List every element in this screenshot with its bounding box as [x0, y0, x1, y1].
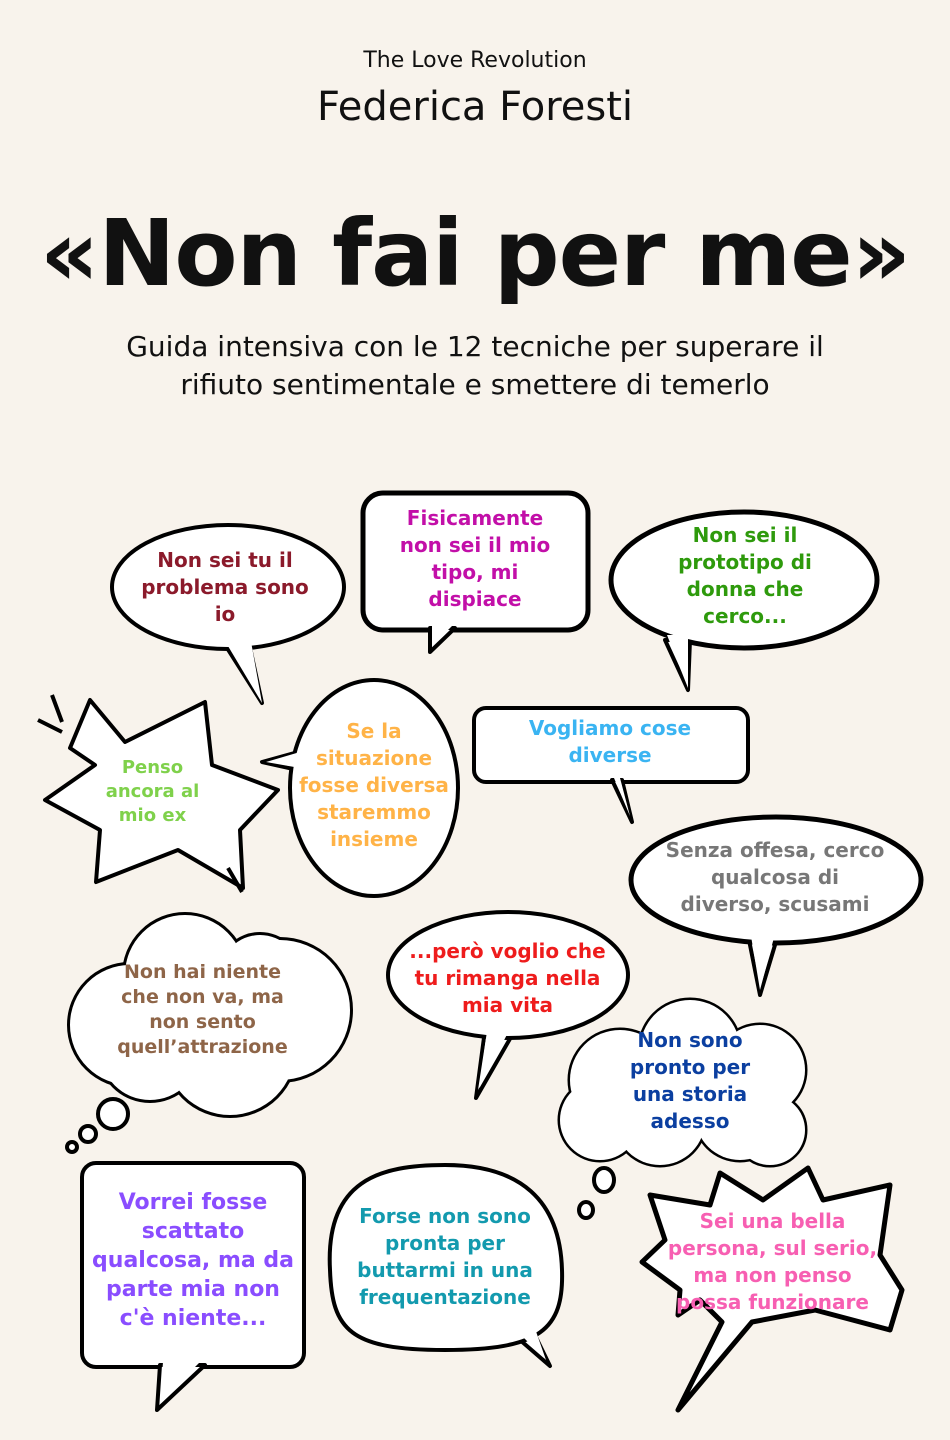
book-title: «Non fai per me» [39, 200, 911, 307]
bubble-text: Forse non sono pronta per buttarmi in una frequentazione [357, 1204, 533, 1309]
book-subtitle: Guida intensiva con le 12 tecniche per superare il rifiuto sentimentale e smettere di temerlo [126, 330, 824, 401]
bubble-text: Non sei il prototipo di donna che cerco... [678, 523, 812, 628]
bubble-text: Penso ancora al mio ex [105, 757, 200, 826]
thought-dot [67, 1142, 77, 1152]
bubble-text: Non hai niente che non va, ma non sento quell’attrazione [117, 961, 288, 1058]
bubble-text: Vorrei fosse scattato qualcosa, ma da parte mia non c'è niente... [92, 1189, 294, 1331]
bubble-text: Vogliamo cose diverse [528, 716, 692, 767]
thought-dot [98, 1099, 128, 1129]
series-name: The Love Revolution [363, 48, 587, 73]
bubble-text: Sei una bella persona, sul serio, ma non penso possa funzionare [667, 1209, 878, 1314]
bubble-text: Se la situazione fosse diversa staremmo insieme [299, 718, 449, 851]
bubble-text: Non sono pronto per una storia adesso [629, 1028, 751, 1133]
thought-dot [579, 1202, 593, 1218]
author-name: Federica Foresti [316, 84, 634, 130]
bubble-text: Non sei tu il problema sono io [141, 547, 309, 626]
bubble-text: ...però voglio che tu rimanga nella mia vita [409, 938, 606, 1017]
thought-dot [80, 1126, 96, 1142]
bubble-text: Fisicamente non sei il mio tipo, mi dispiace [399, 506, 551, 611]
bubble-text: Senza offesa, cerco qualcosa di diverso, scusami [665, 837, 885, 916]
thought-dot [594, 1168, 614, 1192]
